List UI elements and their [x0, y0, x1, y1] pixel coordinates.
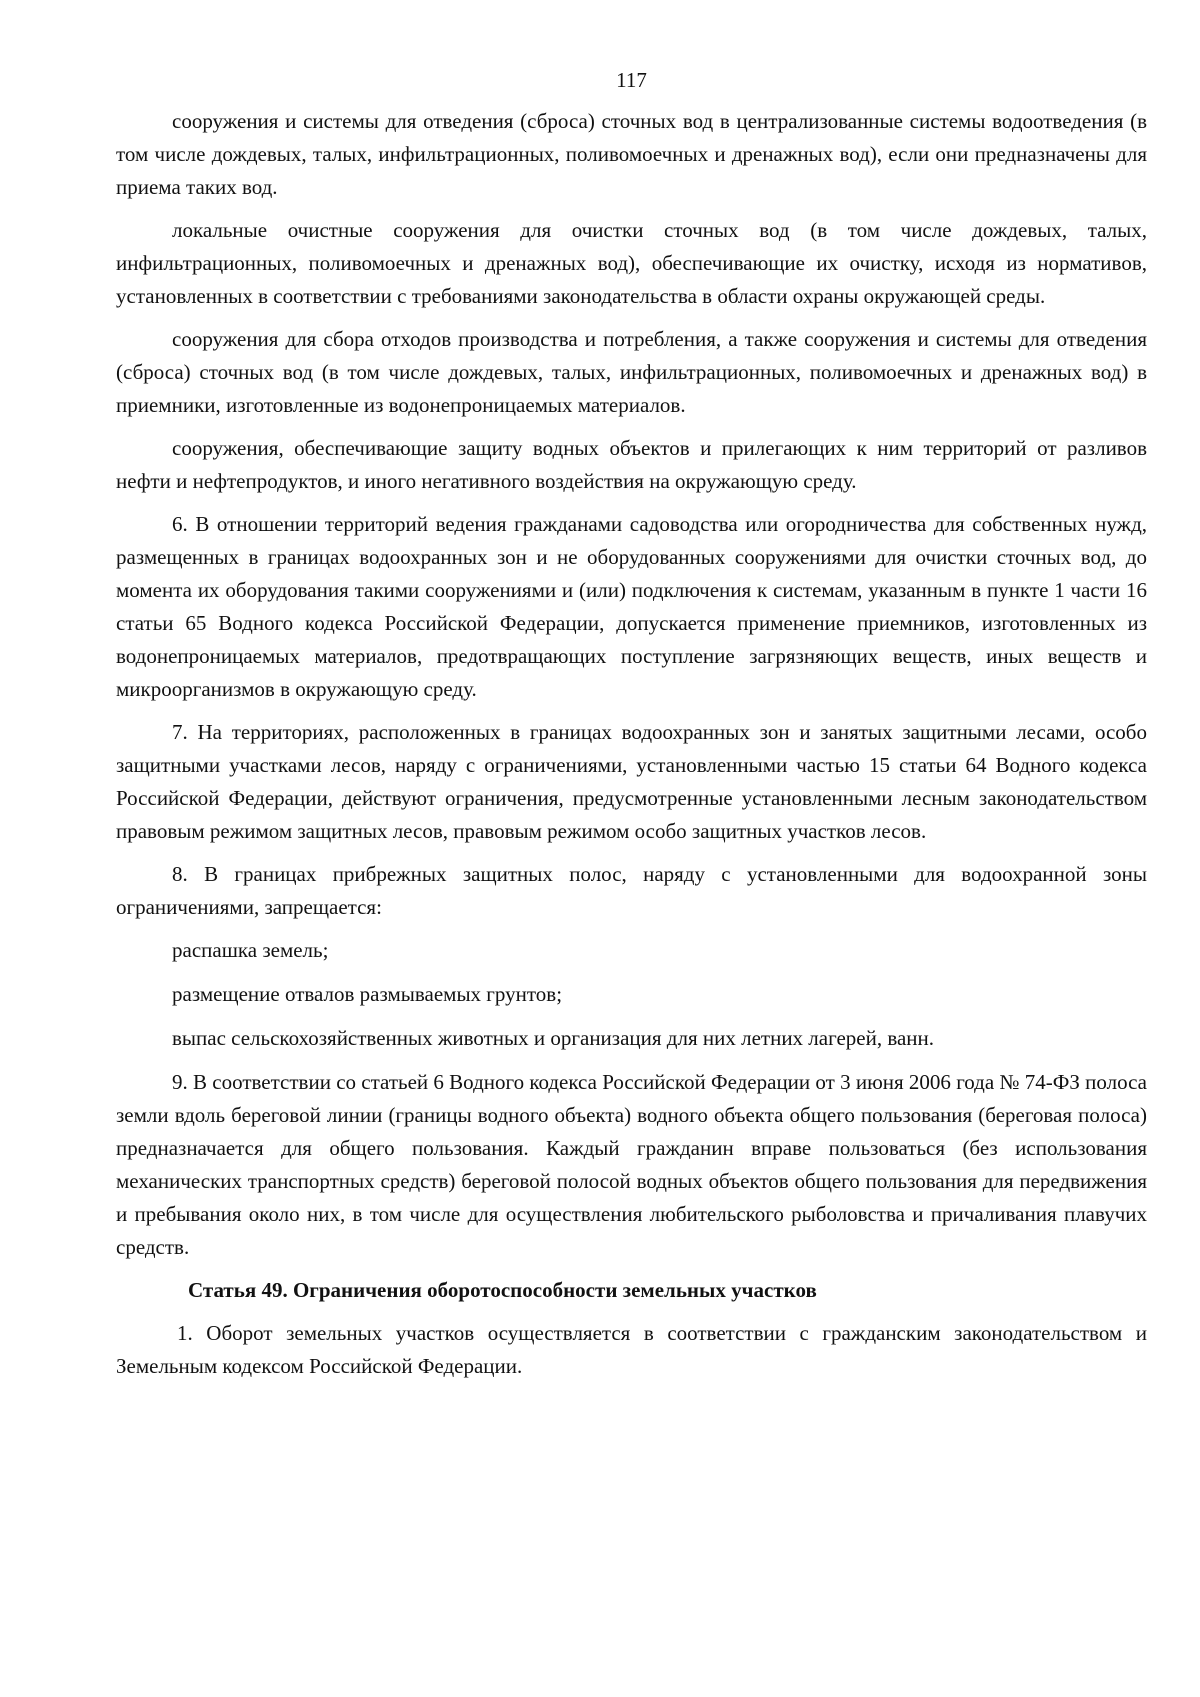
list-item-dumps: размещение отвалов размываемых грунтов;	[172, 982, 563, 1006]
paragraph-item-8: 8. В границах прибрежных защитных полос, наряду с установленными для водоохранной зоны ограничениями, запрещается:	[116, 862, 1147, 919]
article-heading: Статья 49. Ограничения оборотоспособности земельных участков	[188, 1278, 817, 1302]
list-item-ploughing: распашка земель;	[172, 938, 329, 962]
paragraph-item-9: 9. В соответствии со статьей 6 Водного кодекса Российской Федерации от 3 июня 2006 года № 74-ФЗ полоса земли вдоль береговой линии (границы водного объекта) водного объекта общего пользования (береговая полоса) предназначается для общего пользования. Каждый гражданин вправе пользоваться (без использования механических транспортных средств) береговой полосой водных объектов общего пользования для передвижения и пребывания около них, в том числе для осуществления любительского рыболовства и причаливания плавучих средств.	[116, 1070, 1147, 1259]
document-page	[116, 68, 1147, 1393]
paragraph-local-treatment: локальные очистные сооружения для очистки сточных вод (в том числе дождевых, талых, инфильтрационных, поливомоечных и дренажных вод), обеспечивающие их очистку, исходя из нормативов, установленных в соответствии с требованиями законодательства в области охраны окружающей среды.	[116, 218, 1147, 308]
paragraph-item-6: 6. В отношении территорий ведения гражданами садоводства или огородничества для собственных нужд, размещенных в границах водоохранных зон и не оборудованных сооружениями для очистки сточных вод, до момента их оборудования такими сооружениями и (или) подключения к системам, указанным в пункте 1 части 16 статьи 65 Водного кодекса Российской Федерации, допускается применение приемников, изготовленных из водонепроницаемых материалов, предотвращающих поступление загрязняющих веществ, иных веществ и микроорганизмов в окружающую среду.	[116, 512, 1147, 701]
paragraph-item-7: 7. На территориях, расположенных в границах водоохранных зон и занятых защитными лесами, особо защитными участками лесов, наряду с ограничениями, установленными частью 15 статьи 64 Водного кодекса Российской Федерации, действуют ограничения, предусмотренные установленными лесным законодательством правовым режимом защитных лесов, правовым режимом особо защитных участков лесов.	[116, 720, 1147, 843]
paragraph-oil-spill-protection: сооружения, обеспечивающие защиту водных объектов и прилегающих к ним территорий от разливов нефти и нефтепродуктов, и иного негативного воздействия на окружающую среду.	[116, 436, 1147, 493]
page-number: 117	[616, 68, 647, 92]
paragraph-sewage-systems: сооружения и системы для отведения (сброса) сточных вод в централизованные системы водоотведения (в том числе дождевых, талых, инфильтрационных, поливомоечных и дренажных вод), если они предназначены для приема таких вод.	[116, 109, 1147, 199]
paragraph-waste-collection: сооружения для сбора отходов производства и потребления, а также сооружения и системы для отведения (сброса) сточных вод (в том числе дождевых, талых, инфильтрационных, поливомоечных и дренажных вод) в приемники, изготовленные из водонепроницаемых материалов.	[116, 327, 1147, 417]
list-item-grazing: выпас сельскохозяйственных животных и организация для них летних лагерей, ванн.	[172, 1026, 935, 1050]
paragraph-article-49-item-1: 1. Оборот земельных участков осуществляется в соответствии с гражданским законодательством и Земельным кодексом Российской Федерации.	[116, 1321, 1147, 1378]
